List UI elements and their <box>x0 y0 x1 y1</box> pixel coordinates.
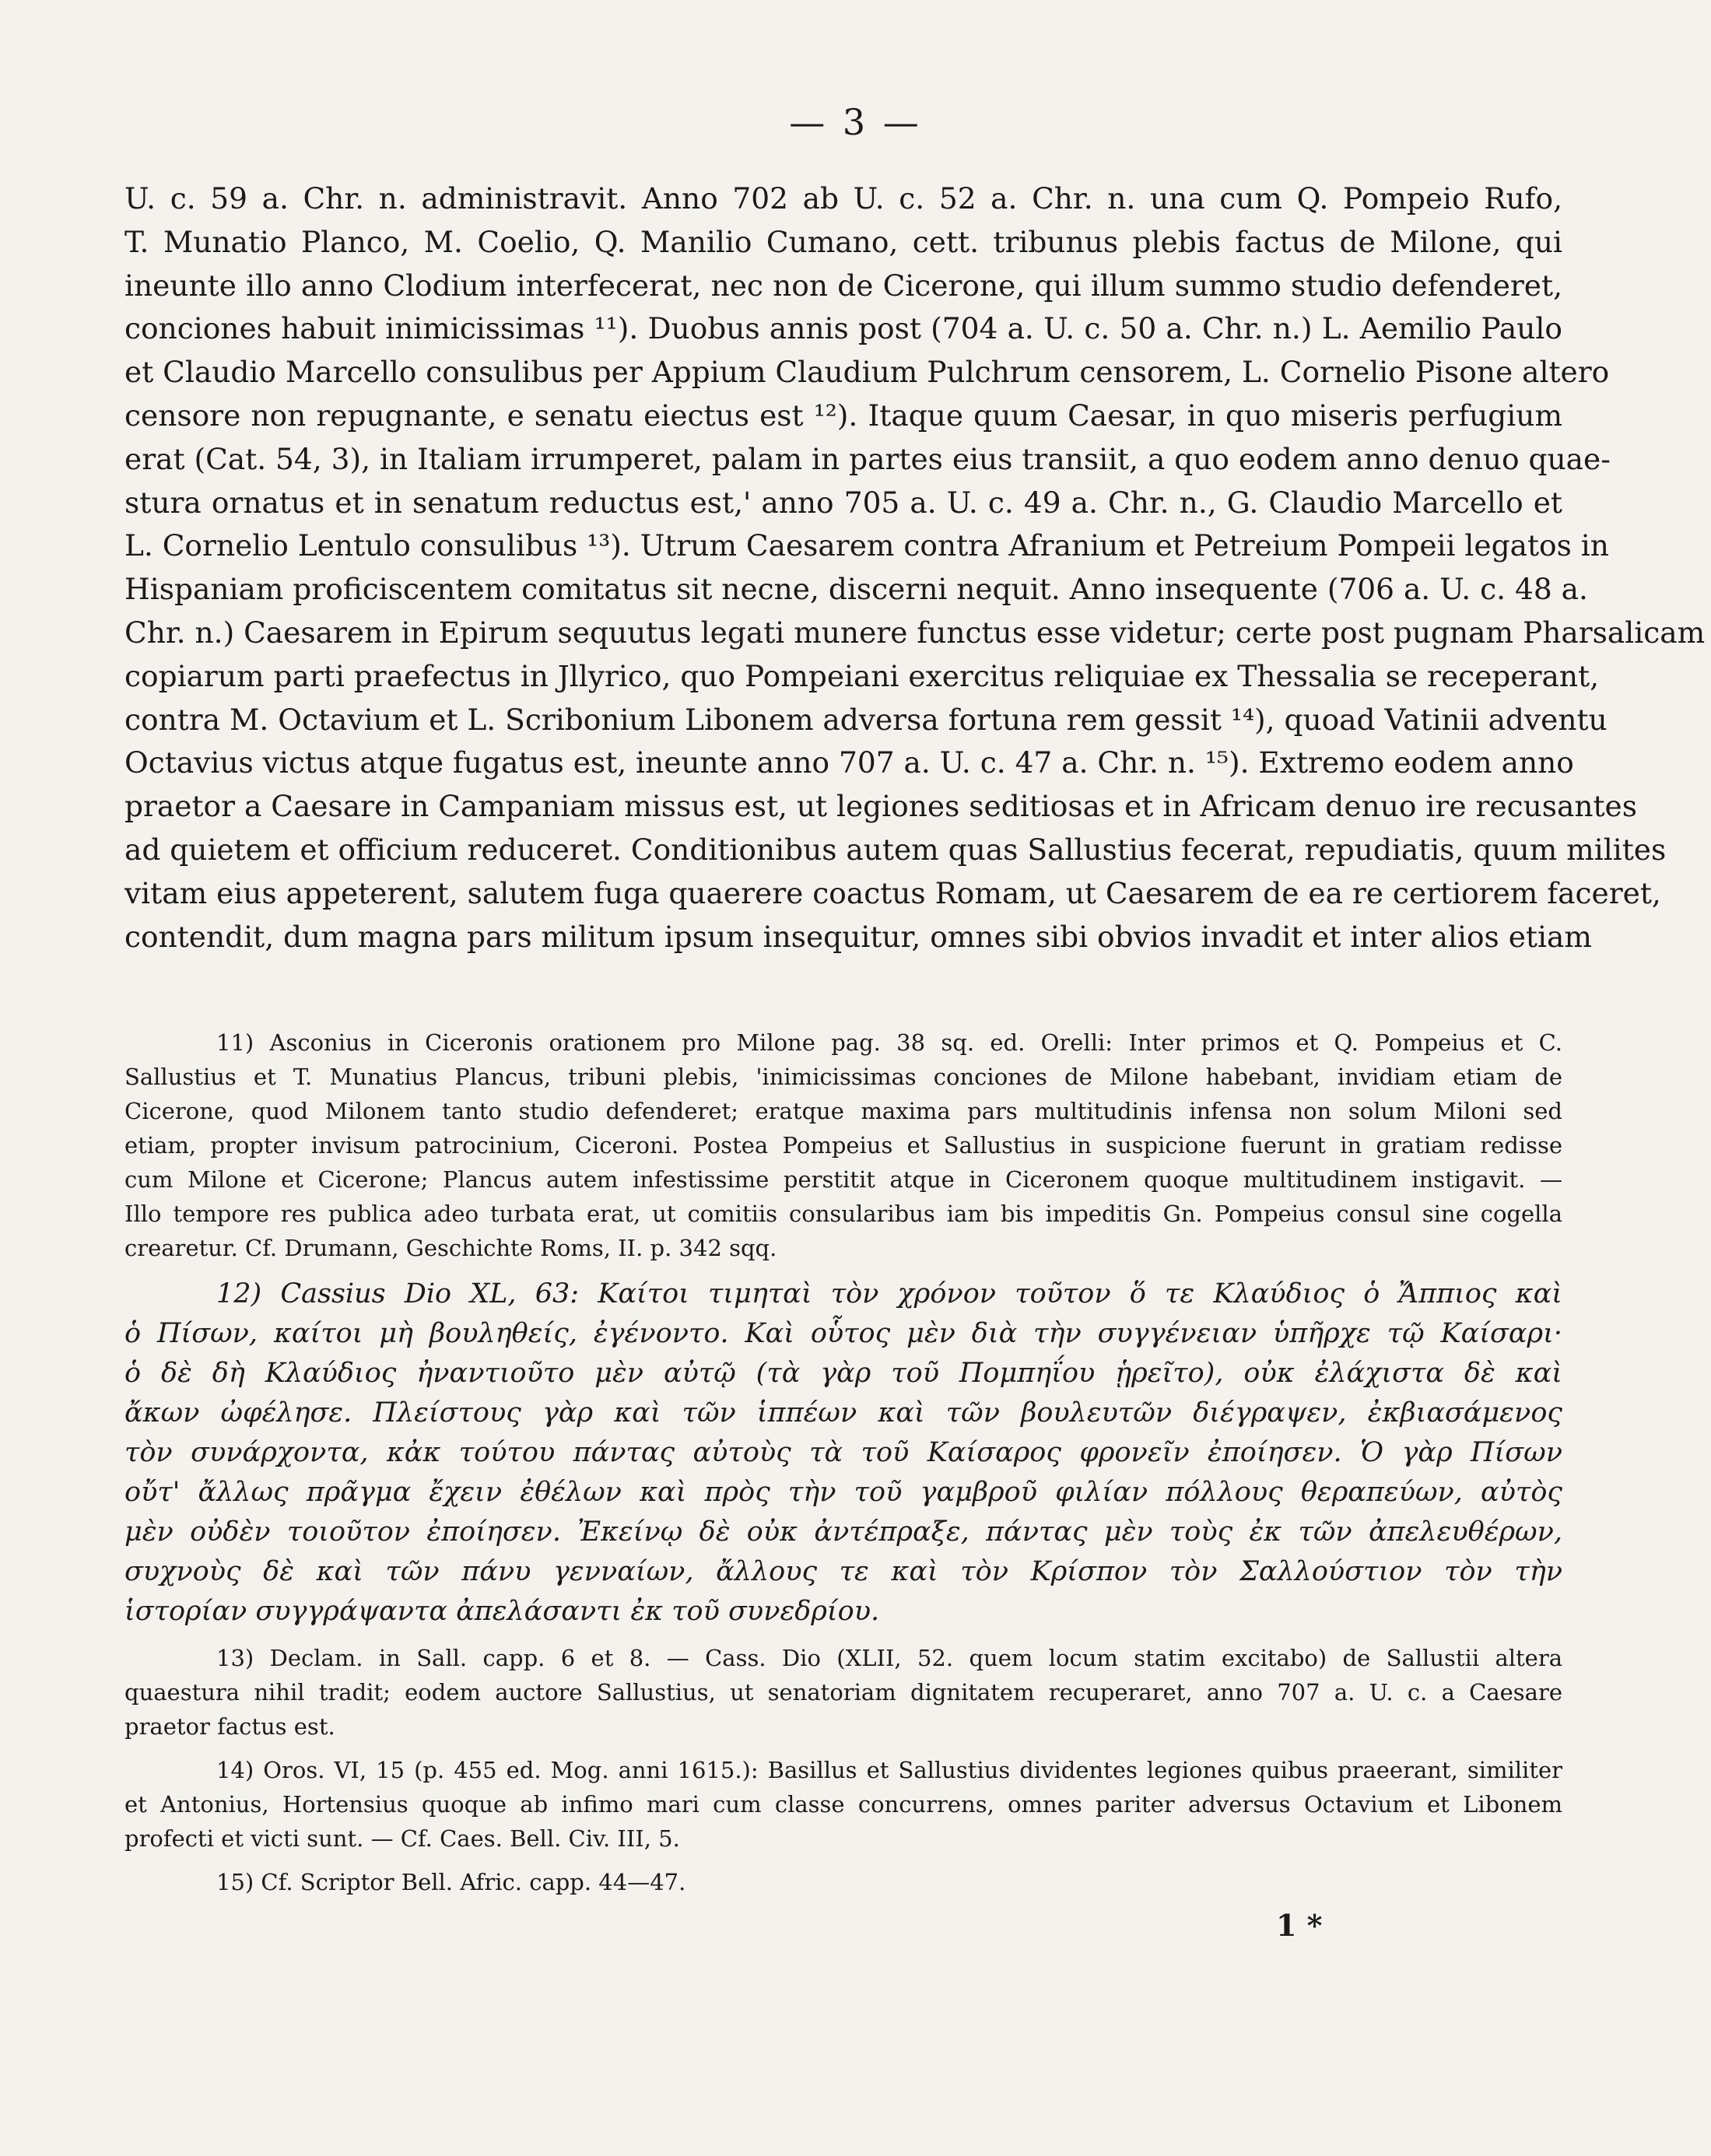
footnote-15 <box>124 1865 1562 1899</box>
footnote-line: οὔτ' ἄλλως πρᾶγμα ἔχειν ἐθέλων καὶ πρὸς τὴν τοῦ γαμβροῦ φιλίαν πόλλους θεραπεύων, αὐτὸς <box>124 1477 1562 1508</box>
footnote-line: ὁ Πίσων, καίτοι μὴ βουληθείς, ἐγένοντο. Καὶ οὗτος μὲν διὰ τὴν συγγένειαν ὑπῆρχε τῷ Καίσαρι· <box>124 1318 1562 1349</box>
text-line: praetor a Caesare in Campaniam missus est, ut legiones seditiosas et in Africam denuo ire recusantes <box>124 789 1637 824</box>
text-line: contendit, dum magna pars militum ipsum insequitur, omnes sibi obvios invadit et inter alios etiam <box>124 919 1592 954</box>
footnote-line: 12) Cassius Dio XL, 63: Καίτοι τιμηταὶ τὸν χρόνον τοῦτον ὅ τε Κλαύδιος ὁ Ἄππιος καὶ <box>216 1278 1562 1309</box>
text-line: Chr. n.) Caesarem in Epirum sequutus legati munere functus esse videtur; certe post pugnam Pharsalicam <box>124 615 1706 650</box>
text-line: ad quietem et officium reduceret. Conditionibus autem quas Sallustius fecerat, repudiatis, quum milites <box>124 832 1667 867</box>
text-line: contra M. Octavium et L. Scribonium Libonem adversa fortuna rem gessit ¹⁴), quoad Vatinii adventu <box>124 702 1608 737</box>
footnote-line: ἱστορίαν συγγράψαντα ἀπελάσαντι ἐκ τοῦ συνεδρίου. <box>124 1596 880 1627</box>
text-line: Hispaniam proficiscentem comitatus sit necne, discerni nequit. Anno insequente (706 a. U. c. 48 a. <box>124 572 1588 607</box>
footnote-line: 11) Asconius in Ciceronis orationem pro Milone pag. 38 sq. ed. Orelli: Inter primos et Q. Pompeius et C. <box>216 1029 1562 1056</box>
text-line: conciones habuit inimicissimas ¹¹). Duobus annis post (704 a. U. c. 50 a. Chr. n.) L. Aemilio Paulo <box>124 311 1562 346</box>
footnote-line: 14) Oros. VI, 15 (p. 455 ed. Mog. anni 1615.): Basillus et Sallustius dividentes legiones quibus praeerant, similiter <box>216 1757 1562 1783</box>
footnote-line: τὸν συνάρχοντα, κἀκ τούτου πάντας αὐτοὺς τὰ τοῦ Καίσαρος φρονεῖν ἐποίησεν. Ὁ γὰρ Πίσων <box>124 1437 1562 1468</box>
footnote-line: praetor factus est. <box>124 1713 335 1740</box>
text-line: ineunte illo anno Clodium interfecerat, nec non de Cicerone, qui illum summo studio defenderet, <box>124 268 1562 303</box>
text-line: vitam eius appeterent, salutem fuga quaerere coactus Romam, ut Caesarem de ea re certiorem faceret, <box>124 875 1661 910</box>
text-line: copiarum parti praefectus in Jllyrico, quo Pompeiani exercitus reliquiae ex Thessalia se receperant, <box>124 658 1600 693</box>
footnotes <box>124 1025 1562 1899</box>
footnote-line: συχνοὺς δὲ καὶ τῶν πάνυ γενναίων, ἄλλους τε καὶ τὸν Κρίσπον τὸν Σαλλούστιον τὸν τὴν <box>124 1556 1562 1587</box>
footnote-line: 15) Cf. Scriptor Bell. Afric. capp. 44—47. <box>216 1869 686 1895</box>
footnote-line: quaestura nihil tradit; eodem auctore Sallustius, ut senatoriam dignitatem recuperaret, anno 707 a. U. c. a Caesare <box>124 1679 1562 1706</box>
footnote-line: et Antonius, Hortensius quoque ab infimo mari cum classe concurrens, omnes pariter adversus Octavium et Libonem <box>124 1791 1562 1818</box>
footnote-line: ἄκων ὠφέλησε. Πλείστους γὰρ καὶ τῶν ἱππέων καὶ τῶν βουλευτῶν διέγραψεν, ἐκβιασάμενος <box>124 1397 1562 1429</box>
footnote-line: μὲν οὐδὲν τοιοῦτον ἐποίησεν. Ἐκείνῳ δὲ οὐκ ἀντέπραξε, πάντας μὲν τοὺς ἐκ τῶν ἀπελευθέρων, <box>124 1516 1562 1548</box>
footnote-11 <box>124 1025 1562 1265</box>
text-line: erat (Cat. 54, 3), in Italiam irrumperet, palam in partes eius transiit, a quo eodem anno denuo quae- <box>124 441 1611 476</box>
text-line: censore non repugnante, e senatu eiectus est ¹²). Itaque quum Caesar, in quo miseris perfugium <box>124 398 1562 433</box>
footnote-line: Sallustius et T. Munatius Plancus, tribuni plebis, 'inimicissimas conciones de Milone habebant, invidiam etiam de <box>124 1064 1562 1090</box>
footnote-line: Cicerone, quod Milonem tanto studio defenderet; eratque maxima pars multitudinis infensa non solum Miloni sed <box>124 1098 1562 1124</box>
text-line: stura ornatus et in senatum reductus est,' anno 705 a. U. c. 49 a. Chr. n., G. Claudio Marcello et <box>124 485 1562 520</box>
footnote-line: etiam, propter invisum patrocinium, Ciceroni. Postea Pompeius et Sallustius in suspicione fuerunt in gratiam redisse <box>124 1132 1562 1159</box>
text-line: Octavius victus atque fugatus est, ineunte anno 707 a. U. c. 47 a. Chr. n. ¹⁵). Extremo eodem anno <box>124 745 1574 780</box>
page-number: — 3 — <box>789 101 922 143</box>
text-line: et Claudio Marcello consulibus per Appium Claudium Pulchrum censorem, L. Cornelio Pisone altero <box>124 355 1610 390</box>
main-text <box>124 177 1706 959</box>
text-line: L. Cornelio Lentulo consulibus ¹³). Utrum Caesarem contra Afranium et Petreium Pompeii legatos in <box>124 528 1609 563</box>
footnote-line: profecti et victi sunt. — Cf. Caes. Bell. Civ. III, 5. <box>124 1825 680 1852</box>
footnote-line: 13) Declam. in Sall. capp. 6 et 8. — Cass. Dio (XLII, 52. quem locum statim excitabo) de Sallustii altera <box>216 1645 1562 1671</box>
footnote-13 <box>124 1641 1562 1744</box>
text-line: T. Munatio Planco, M. Coelio, Q. Manilio Cumano, cett. tribunus plebis factus de Milone, qui <box>124 224 1562 259</box>
text-line: U. c. 59 a. Chr. n. administravit. Anno 702 ab U. c. 52 a. Chr. n. una cum Q. Pompeio Rufo, <box>124 181 1562 216</box>
footnote-line: Illo tempore res publica adeo turbata erat, ut comitiis consularibus iam bis impeditis Gn. Pompeius consul sine cogella <box>124 1201 1562 1227</box>
footnote-line: ὁ δὲ δὴ Κλαύδιος ἠναντιοῦτο μὲν αὐτῷ (τὰ γὰρ τοῦ Πομπηΐου ᾑρεῖτο), οὐκ ἐλάχιστα δὲ καὶ <box>124 1358 1562 1389</box>
footnote-line: cum Milone et Cicerone; Plancus autem infestissime perstitit atque in Ciceronem quoque multitudinem instigavit. — <box>124 1166 1562 1193</box>
signature-mark: 1 * <box>1276 1908 1323 1943</box>
footnote-14 <box>124 1753 1562 1856</box>
footnote-12 <box>124 1274 1562 1632</box>
footnote-line: crearetur. Cf. Drumann, Geschichte Roms, II. p. 342 sqq. <box>124 1235 777 1261</box>
